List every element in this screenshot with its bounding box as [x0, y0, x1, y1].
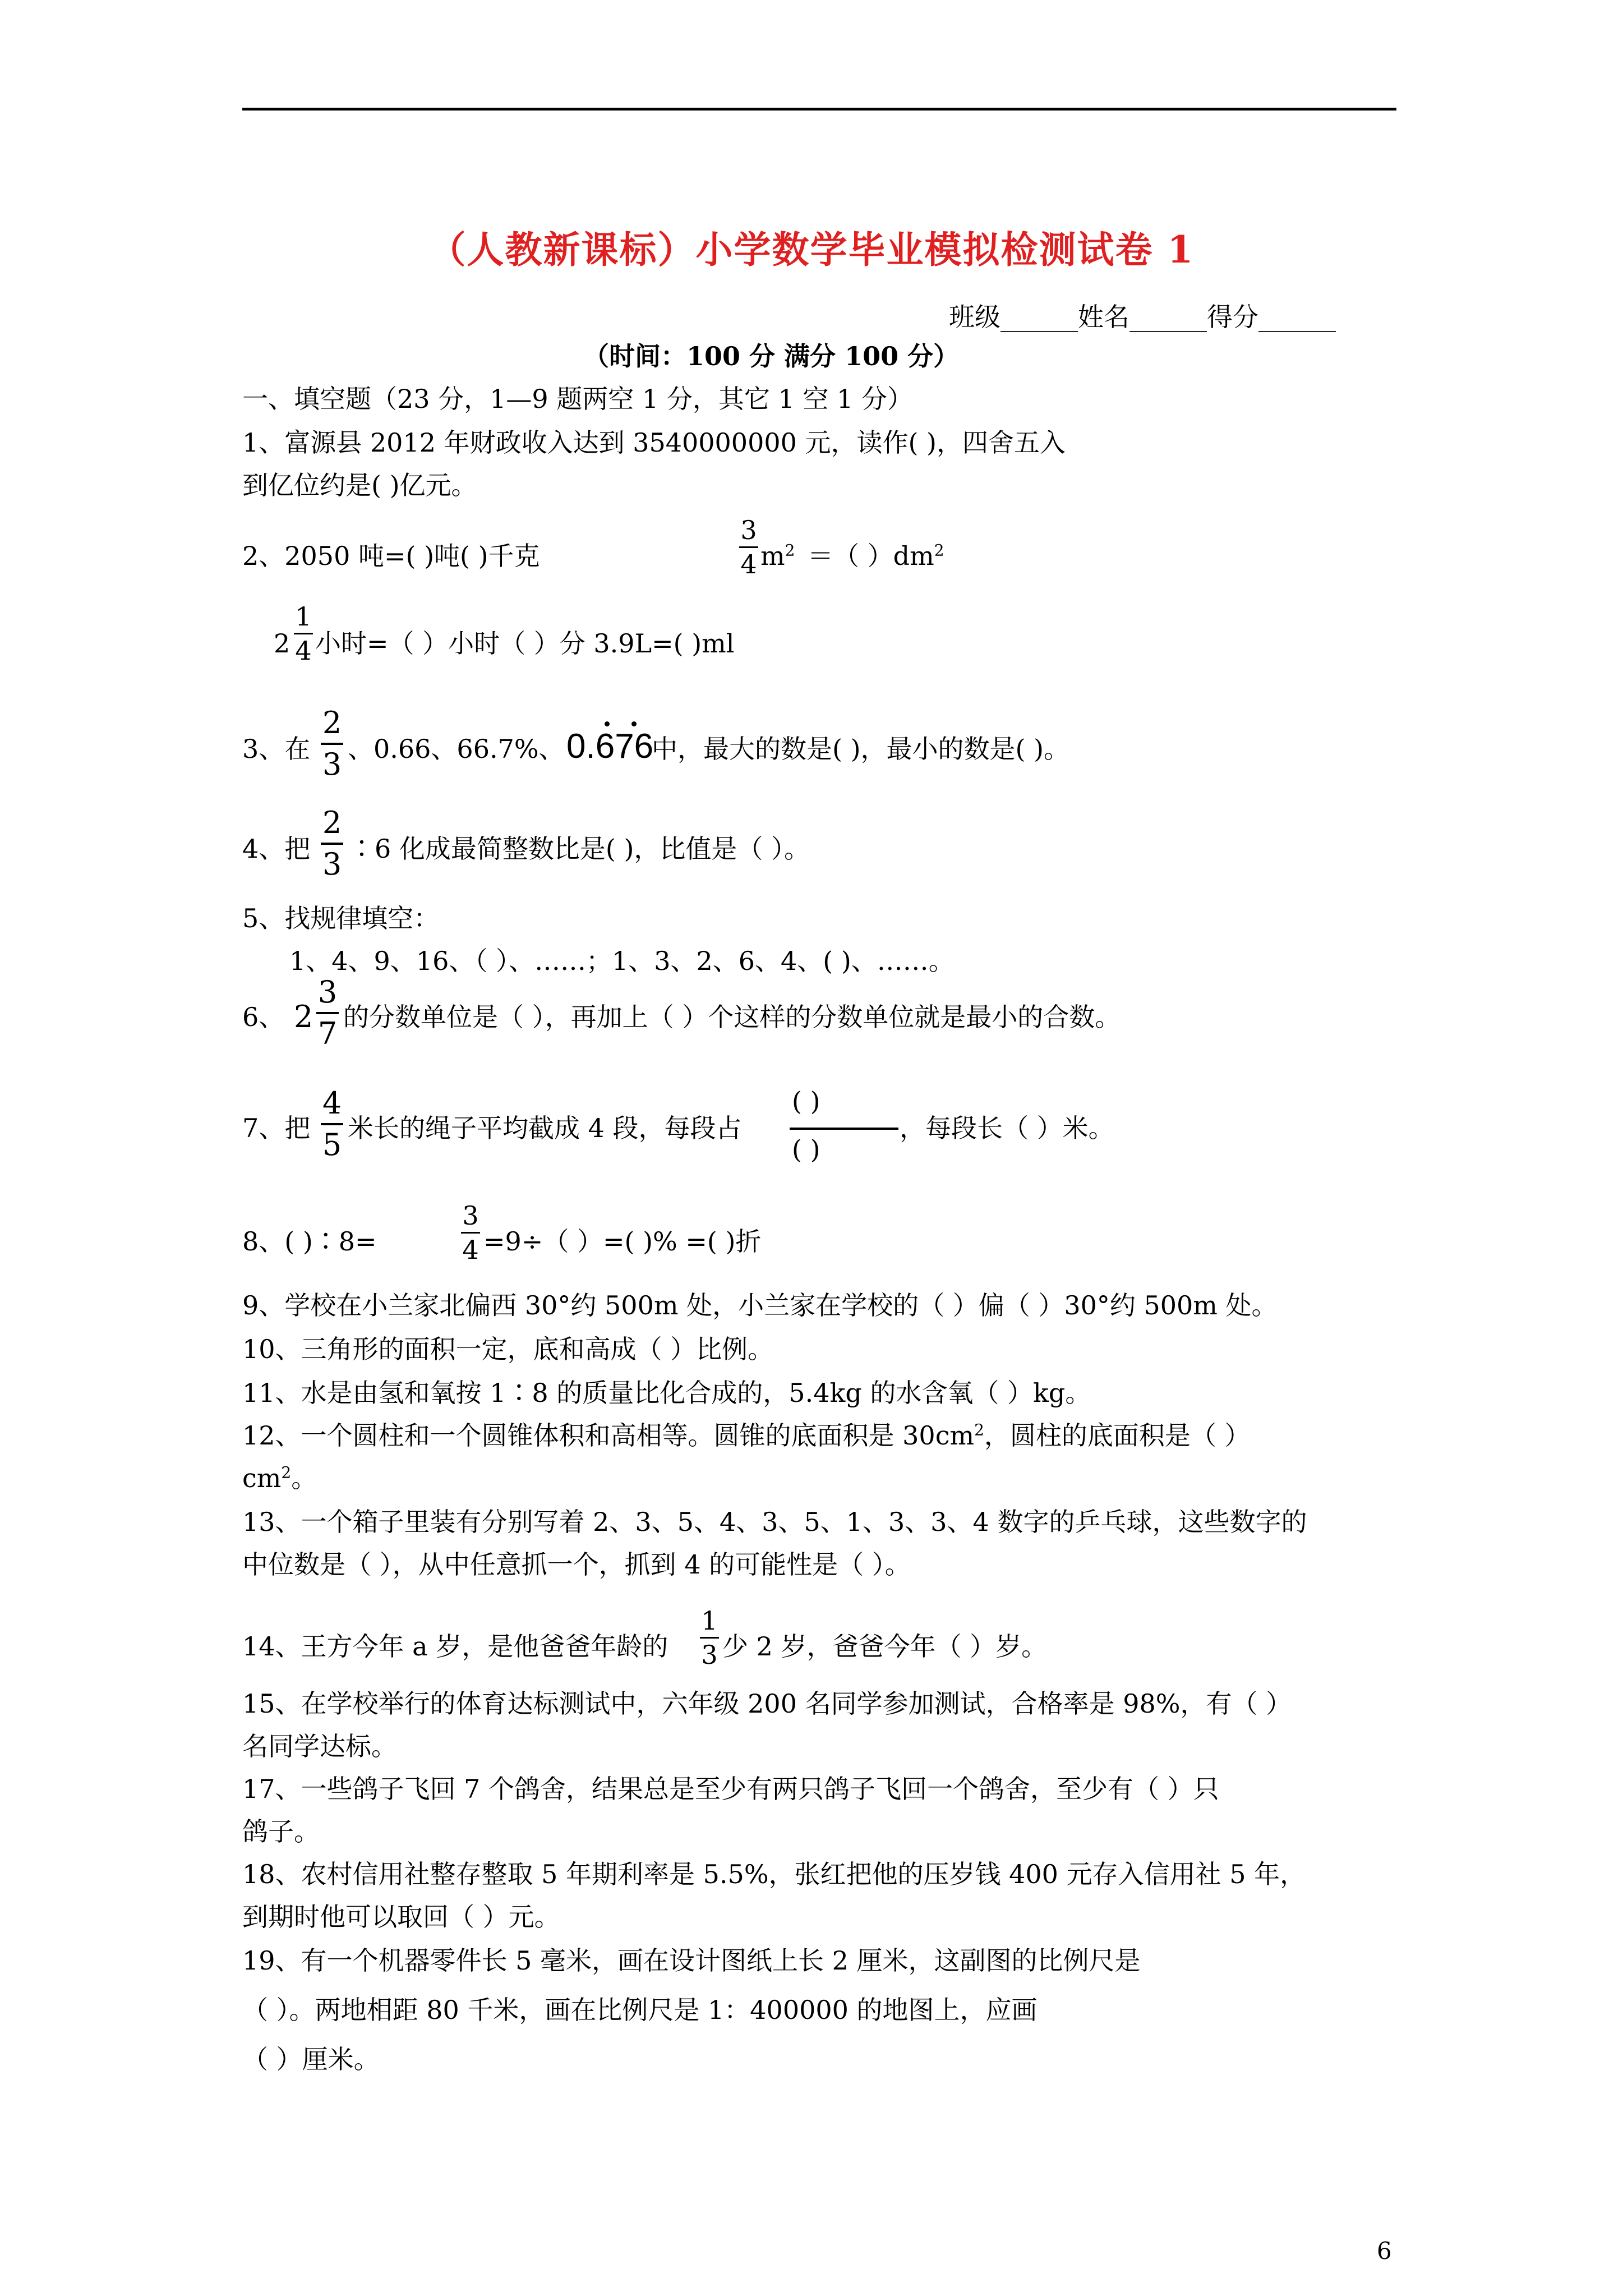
question-15-line-1: 15、在学校举行的体育达标测试中，六年级 200 名同学参加测试，合格率是 98%，有（ ） [242, 1688, 1292, 1719]
question-19-line-3: （ ）厘米。 [242, 2044, 380, 2074]
fraction-1-4: 1 4 [294, 604, 313, 664]
question-6-prefix: 6、 [242, 1002, 285, 1032]
question-8-prefix: 8、( )∶8= [242, 1226, 377, 1257]
question-4-prefix: 4、把 [242, 834, 311, 864]
section-heading: 一、填空题（23 分，1—9 题两空 1 分，其它 1 空 1 分） [242, 384, 913, 414]
question-1-line-1: 1、富源县 2012 年财政收入达到 3540000000 元，读作( )，四舍五入 [242, 427, 1066, 458]
question-2-unit: $m^2$ [760, 541, 795, 571]
question-2-part-a: 2、2050 吨=( )吨( )千克 [242, 541, 540, 571]
question-2-mixed-whole: 2 [274, 628, 291, 659]
question-12-line-2: $cm^2$。 [242, 1463, 317, 1493]
question-13-line-2: 中位数是（ ），从中任意抓一个，抓到 4 的可能性是（ ）。 [242, 1549, 911, 1580]
fraction-3-7: 3 7 [316, 977, 339, 1049]
question-9: 9、学校在小兰家北偏西 30°约 500m 处，小兰家在学校的（ ）偏（ ）30°约 500m 处。 [242, 1290, 1278, 1320]
blank-numerator: ( ) [792, 1086, 820, 1116]
question-1-line-2: 到亿位约是( )亿元。 [242, 470, 477, 500]
student-info-line: 班级______姓名______得分______ [949, 302, 1336, 332]
question-3-suffix: 中，最大的数是( )，最小的数是( )。 [652, 734, 1070, 764]
repeating-decimal: 0.676 [566, 727, 654, 766]
question-6-suffix: 的分数单位是（ ），再加上（ ）个这样的分数单位就是最小的合数。 [343, 1002, 1121, 1032]
question-19-line-2: （ ）。两地相距 80 千米，画在比例尺是 1：400000 的地图上，应画 [242, 1995, 1038, 2025]
page-title: （人教新课标）小学数学毕业模拟检测试卷 1 [428, 228, 1195, 272]
question-17-line-1: 17、一些鸽子飞回 7 个鸽舍，结果总是至少有两只鸽子飞回一个鸽舍，至少有（ ）只 [242, 1774, 1219, 1804]
question-2-part-c: 小时=（ ）小时（ ）分 3.9L=( )ml [315, 628, 735, 659]
question-11: 11、水是由氢和氧按 1∶8 的质量比化合成的，5.4kg 的水含氧（ ）kg。 [242, 1378, 1091, 1408]
question-5-line-2: 1、4、9、16、（ ）、……；1、3、2、6、4、( )、……。 [289, 946, 955, 976]
question-10: 10、三角形的面积一定，底和高成（ ）比例。 [242, 1334, 774, 1364]
fraction-4-5: 4 5 [321, 1088, 343, 1160]
fraction-3-4: 3 4 [739, 517, 758, 577]
question-4-suffix: ∶6 化成最简整数比是( )，比值是（ ）。 [349, 834, 810, 864]
question-19-line-1: 19、有一个机器零件长 5 毫米，画在设计图纸上长 2 厘米，这副图的比例尺是 [242, 1945, 1141, 1976]
question-2-part-b: ＝（ ）$dm^2$ [808, 541, 944, 571]
repeat-dot-icon [605, 721, 610, 726]
question-5-line-1: 5、找规律填空： [242, 903, 440, 933]
question-13-line-1: 13、一个箱子里装有分别写着 2、3、5、4、3、5、1、3、3、4 数字的乒乓球，这些数字的 [242, 1507, 1307, 1537]
question-15-line-2: 名同学达标。 [242, 1731, 397, 1761]
time-score-line: （时间：100 分 满分 100 分） [583, 341, 960, 371]
question-8-suffix: =9÷（ ）=( )% =( )折 [483, 1226, 762, 1257]
fraction-2-3: 2 3 [321, 708, 343, 780]
question-18-line-1: 18、农村信用社整存整取 5 年期利率是 5.5%，张红把他的压岁钱 400 元存入信用社 5 年， [242, 1859, 1306, 1889]
question-18-line-2: 到期时他可以取回（ ）元。 [242, 1902, 560, 1932]
question-3-prefix: 3、在 [242, 734, 311, 764]
question-6-mixed-whole: 2 [294, 999, 313, 1034]
header-rule [242, 108, 1396, 111]
blank-denominator: ( ) [792, 1134, 820, 1165]
fraction-3-4: 3 4 [461, 1203, 480, 1263]
question-12-line-1: 12、一个圆柱和一个圆锥体积和高相等。圆锥的底面积是 $30cm^2$，圆柱的底面积是（ ） [242, 1420, 1251, 1451]
question-17-line-2: 鸽子。 [242, 1816, 320, 1847]
fraction-bar [790, 1128, 898, 1130]
question-14-suffix: 少 2 岁，爸爸今年（ ）岁。 [722, 1631, 1048, 1662]
question-7-middle: 米长的绳子平均截成 4 段，每段占 [348, 1113, 742, 1143]
fraction-2-3: 2 3 [321, 808, 343, 880]
question-7-suffix: ，每段长（ ）米。 [900, 1113, 1114, 1143]
question-3-middle: 、0.66、66.7%、 [348, 734, 565, 764]
question-7-prefix: 7、把 [242, 1113, 311, 1143]
fraction-1-3: 1 3 [700, 1608, 719, 1668]
repeat-dot-icon [631, 721, 637, 726]
page-number: 6 [1377, 2237, 1392, 2265]
question-14-prefix: 14、王方今年 a 岁，是他爸爸年龄的 [242, 1631, 668, 1662]
